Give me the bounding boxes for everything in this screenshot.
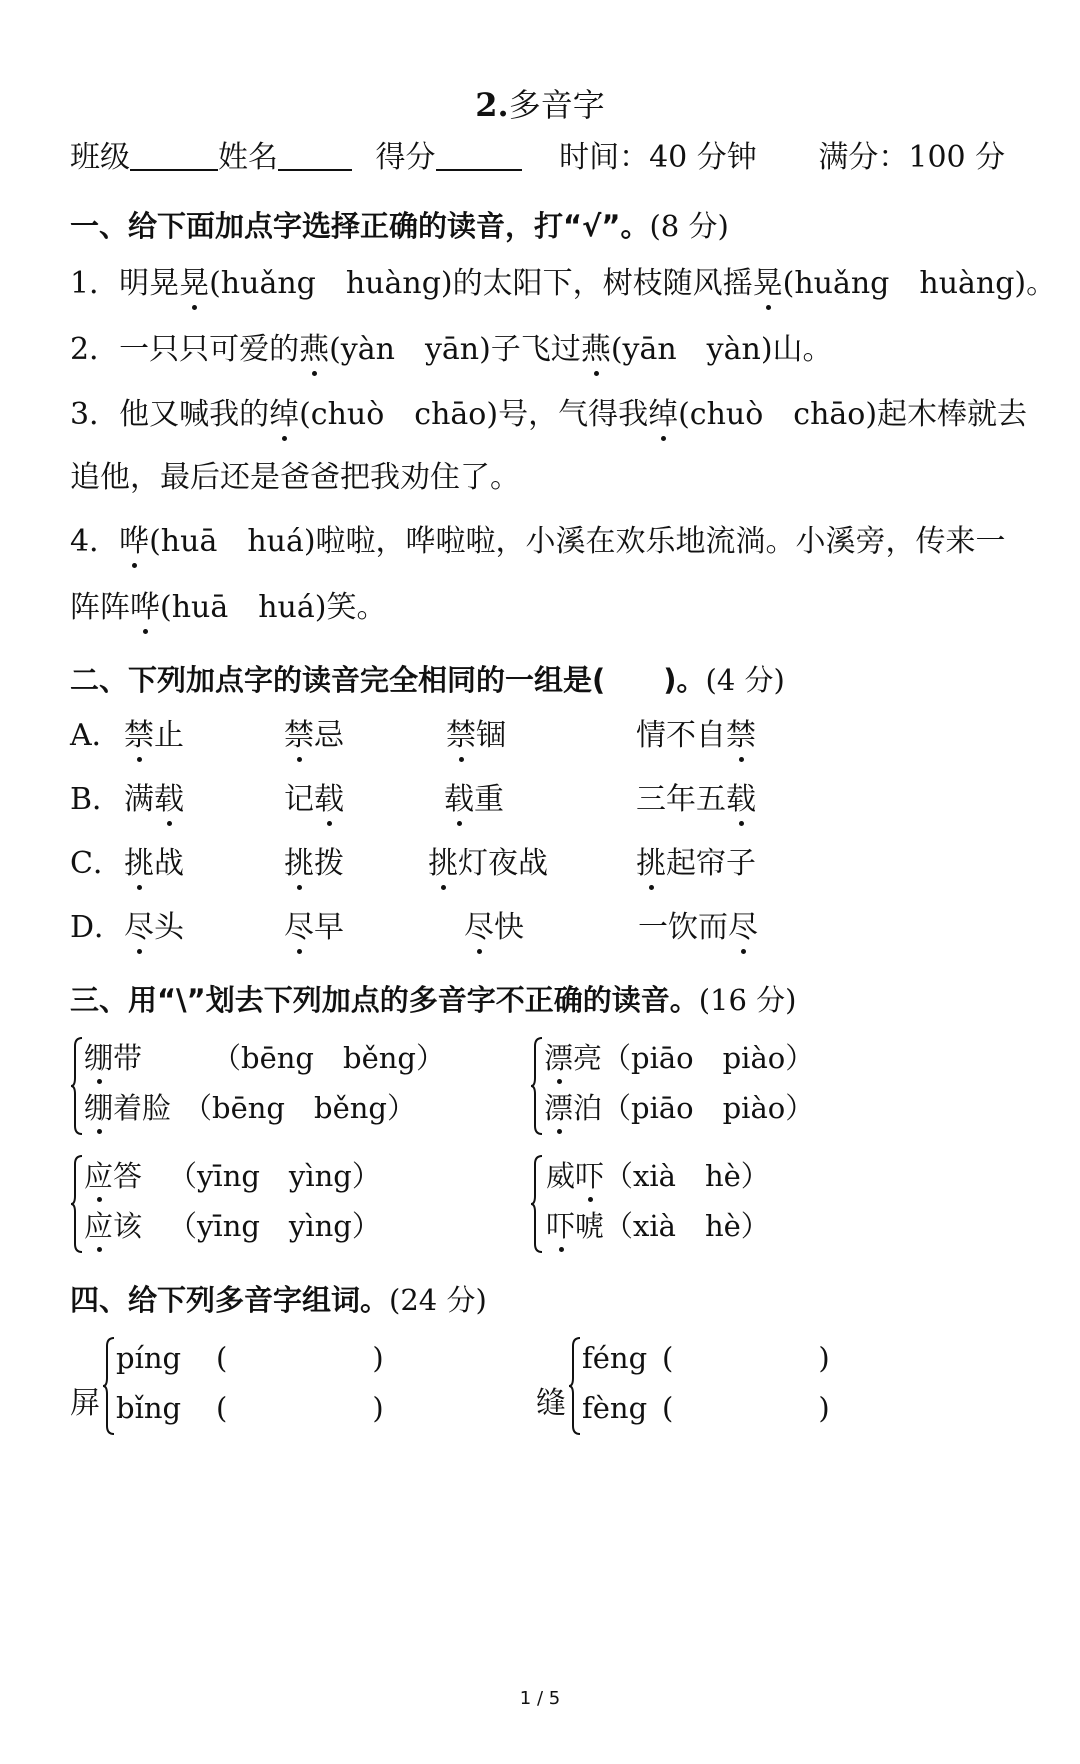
dotted-char: 尽 xyxy=(124,908,154,948)
dotted-char: 挑 xyxy=(124,844,154,884)
answer-blank[interactable]: ( ) xyxy=(216,1341,384,1375)
option-a-word-2 xyxy=(284,716,344,756)
word-rest: 泊 xyxy=(573,1091,603,1125)
answer-blank[interactable]: ( ) xyxy=(216,1391,384,1425)
char-feng: 缝 xyxy=(536,1386,566,1421)
group-row xyxy=(544,1088,814,1138)
q4b-dotted-char: 哗 xyxy=(130,588,160,628)
word-rest: 着脸 xyxy=(113,1091,172,1125)
section-2-heading xyxy=(70,660,785,700)
score-blank[interactable] xyxy=(436,139,522,171)
dotted-char: 漂 xyxy=(544,1088,573,1128)
word-rest: 锢 xyxy=(476,718,506,753)
option-b-word-1 xyxy=(124,780,184,820)
brace-icon xyxy=(102,1336,116,1436)
q4b-text-a: 阵阵 xyxy=(70,590,130,625)
pinyin-options[interactable]: （yīng yìng） xyxy=(168,1209,381,1243)
dotted-char: 禁 xyxy=(284,716,314,756)
group-row xyxy=(544,1038,814,1088)
option-c-word-3 xyxy=(428,844,548,884)
q1-dotted-char-1: 晃 xyxy=(179,264,209,304)
group-row xyxy=(582,1338,830,1388)
word-rest: 一饮而 xyxy=(638,910,728,945)
dotted-char: 漂 xyxy=(544,1038,573,1078)
answer-blank[interactable]: ( ) xyxy=(662,1391,830,1425)
brace-icon xyxy=(530,1154,544,1254)
dotted-char: 尽 xyxy=(728,908,758,948)
section-1-points: (8 分) xyxy=(649,209,729,243)
word-rest: 满 xyxy=(124,782,154,817)
group-xia xyxy=(546,1156,770,1256)
word-rest: 早 xyxy=(314,910,344,945)
s1-question-1 xyxy=(70,264,1056,304)
option-c-word-1 xyxy=(124,844,184,884)
section-3-text: 三、用“\”划去下列加点的多音字不正确的读音。 xyxy=(70,983,699,1017)
s1-question-3 xyxy=(70,395,1027,435)
section-3-points: (16 分) xyxy=(698,983,797,1017)
s1-question-3-cont: 追他，最后还是爸爸把我劝住了。 xyxy=(70,460,520,495)
pinyin-options[interactable]: （bēng běng） xyxy=(212,1041,445,1075)
brace-icon xyxy=(70,1154,84,1254)
pinyin-options[interactable]: （bēng běng） xyxy=(183,1091,416,1125)
char-ping: 屏 xyxy=(70,1386,100,1421)
option-c-label: C． xyxy=(70,846,123,881)
q2-text-e: (yān yàn)山。 xyxy=(610,332,833,367)
full-score-info: 满分：100 分 xyxy=(818,140,1006,175)
name-blank[interactable] xyxy=(278,139,352,171)
word-rest: 带 xyxy=(113,1041,143,1075)
pinyin: píng xyxy=(116,1341,182,1375)
dotted-char: 载 xyxy=(444,780,474,820)
dotted-char: 应 xyxy=(84,1206,113,1246)
option-d-word-3 xyxy=(464,908,524,948)
group-row xyxy=(84,1156,381,1206)
dotted-char: 吓 xyxy=(575,1156,604,1196)
option-b-word-4 xyxy=(636,780,756,820)
option-c-word-2 xyxy=(284,844,344,884)
q4-dotted-char-1: 哗 xyxy=(119,522,149,562)
q1-text-c: (huǎng huàng)的太阳下，树枝随风摇 xyxy=(209,266,753,301)
q2-dotted-char-1: 燕 xyxy=(299,330,329,370)
pinyin-options[interactable]: （xià hè） xyxy=(604,1209,770,1243)
title-text: 多音字 xyxy=(508,86,605,124)
dotted-char: 载 xyxy=(314,780,344,820)
word-rest: 唬 xyxy=(575,1209,605,1243)
q1-text-a: 1．明晃 xyxy=(70,266,180,301)
time-info: 时间：40 分钟 xyxy=(559,140,757,175)
option-a-word-1 xyxy=(124,716,184,756)
q4-text-a: 4． xyxy=(70,524,120,559)
group-row xyxy=(116,1338,384,1388)
option-c-word-4 xyxy=(636,844,756,884)
brace-icon xyxy=(530,1036,544,1136)
section-4-points: (24 分) xyxy=(389,1283,487,1317)
option-d-word-4 xyxy=(638,908,758,948)
q2-dotted-char-2: 燕 xyxy=(581,330,611,370)
word-rest: 威 xyxy=(546,1159,576,1193)
word-rest: 三年五 xyxy=(636,782,726,817)
q3-text-e: (chuò chāo)起木棒就去 xyxy=(678,397,1028,432)
word-rest: 重 xyxy=(474,782,504,817)
dotted-char: 载 xyxy=(154,780,184,820)
dotted-char: 尽 xyxy=(464,908,494,948)
group-row xyxy=(116,1388,384,1438)
section-1-heading xyxy=(70,206,729,246)
option-a-word-3 xyxy=(446,716,506,756)
section-3-heading xyxy=(70,980,796,1020)
dotted-char: 尽 xyxy=(284,908,314,948)
option-d-word-2 xyxy=(284,908,344,948)
pinyin: féng xyxy=(582,1341,648,1375)
dotted-char: 禁 xyxy=(446,716,476,756)
group-piao xyxy=(544,1038,814,1138)
word-rest: 止 xyxy=(154,718,184,753)
section-2-text: 二、下列加点字的读音完全相同的一组是( )。 xyxy=(70,663,706,697)
dotted-char: 吓 xyxy=(546,1206,575,1246)
q3-text-a: 3．他又喊我的 xyxy=(70,397,270,432)
answer-blank[interactable]: ( ) xyxy=(662,1341,830,1375)
q2-text-c: (yàn yān)子飞过 xyxy=(329,332,581,367)
name-label: 姓名 xyxy=(218,140,278,175)
s1-question-4 xyxy=(70,522,1006,562)
option-b-word-3 xyxy=(444,780,504,820)
page-number: 1 / 5 xyxy=(519,1688,561,1709)
word-rest: 该 xyxy=(113,1209,143,1243)
class-label: 班级 xyxy=(70,140,130,175)
group-feng xyxy=(582,1338,830,1438)
dotted-char: 载 xyxy=(726,780,756,820)
title-number: 2. xyxy=(475,86,509,124)
option-a-word-4 xyxy=(636,716,756,756)
s1-question-4-cont xyxy=(70,588,386,628)
q1-dotted-char-2: 晃 xyxy=(753,264,783,304)
brace-icon xyxy=(568,1336,582,1436)
group-row xyxy=(582,1388,830,1438)
section-4-text: 四、给下列多音字组词。 xyxy=(70,1283,390,1317)
word-rest: 灯夜战 xyxy=(458,846,548,881)
group-ying xyxy=(84,1156,381,1256)
q3-text-c: (chuò chāo)号，气得我 xyxy=(299,397,649,432)
word-rest: 头 xyxy=(154,910,184,945)
section-1-text: 一、给下面加点字选择正确的读音，打“√”。 xyxy=(70,209,650,243)
word-rest: 答 xyxy=(113,1159,143,1193)
word-rest: 记 xyxy=(284,782,314,817)
option-d-label: D． xyxy=(70,910,125,945)
word-rest: 情不自 xyxy=(636,718,726,753)
q3-dotted-char-2: 绰 xyxy=(648,395,678,435)
q1-text-e: (huǎng huàng)。 xyxy=(782,266,1057,301)
page-title xyxy=(0,80,1080,126)
word-rest: 战 xyxy=(154,846,184,881)
dotted-char: 禁 xyxy=(124,716,154,756)
dotted-char: 绷 xyxy=(84,1088,113,1128)
pinyin: fèng xyxy=(582,1391,648,1425)
dotted-char: 挑 xyxy=(636,844,666,884)
word-rest: 忌 xyxy=(314,718,344,753)
group-beng xyxy=(84,1038,445,1138)
dotted-char: 禁 xyxy=(726,716,756,756)
word-rest: 拨 xyxy=(314,846,344,881)
q4-text-c: (huā huá)啦啦，哗啦啦，小溪在欢乐地流淌。小溪旁，传来一 xyxy=(149,524,1006,559)
dotted-char: 挑 xyxy=(428,844,458,884)
word-rest: 起帘子 xyxy=(666,846,756,881)
dotted-char: 挑 xyxy=(284,844,314,884)
group-row xyxy=(84,1038,445,1088)
section-4-heading xyxy=(70,1280,487,1320)
word-rest: 亮 xyxy=(573,1041,603,1075)
group-ping-bing xyxy=(116,1338,384,1438)
score-label: 得分 xyxy=(375,140,436,175)
pinyin-options[interactable]: （yīng yìng） xyxy=(168,1159,381,1193)
s1-question-2 xyxy=(70,330,833,370)
pinyin: bǐng xyxy=(116,1391,182,1425)
dotted-char: 绷 xyxy=(84,1038,113,1078)
class-blank[interactable] xyxy=(130,139,218,171)
pinyin-options[interactable]: （xià hè） xyxy=(604,1159,770,1193)
group-row xyxy=(546,1156,770,1206)
pinyin-options[interactable]: （piāo piào） xyxy=(602,1041,815,1075)
option-d-word-1 xyxy=(124,908,184,948)
section-2-points: (4 分) xyxy=(705,663,785,697)
group-row xyxy=(546,1206,770,1256)
group-row xyxy=(84,1206,381,1256)
brace-icon xyxy=(70,1036,84,1136)
q3-dotted-char-1: 绰 xyxy=(269,395,299,435)
q2-text-a: 2．一只只可爱的 xyxy=(70,332,300,367)
option-b-label: B． xyxy=(70,782,123,817)
pinyin-options[interactable]: （piāo piào） xyxy=(602,1091,815,1125)
dotted-char: 应 xyxy=(84,1156,113,1196)
student-info-line xyxy=(70,138,1005,178)
q4b-text-c: (huā huá)笑。 xyxy=(160,590,387,625)
option-b-word-2 xyxy=(284,780,344,820)
group-row xyxy=(84,1088,445,1138)
option-a-label: A． xyxy=(70,718,122,753)
word-rest: 快 xyxy=(494,910,524,945)
